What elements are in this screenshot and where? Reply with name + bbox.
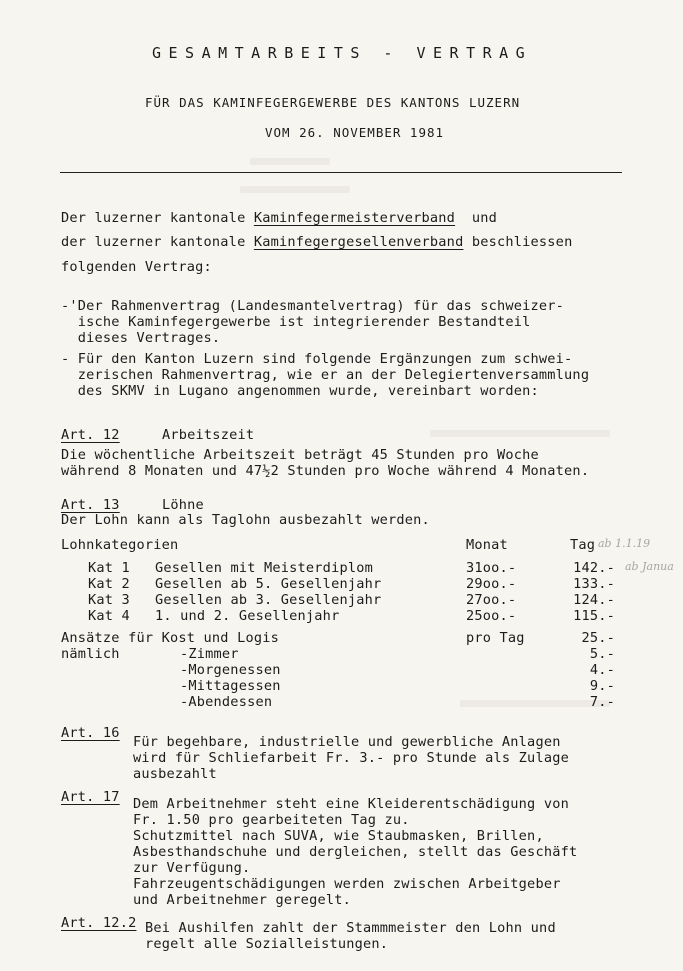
art-17-line-6: Fahrzeugentschädigungen werden zwischen Arbeitgeber	[133, 876, 561, 892]
art-16-line-3: ausbezahlt	[133, 766, 217, 782]
art-17-line-7: und Arbeitnehmer geregelt.	[133, 892, 351, 908]
wage-row-month: 31oo.-	[466, 560, 517, 576]
wage-row-kat: Kat 3	[88, 592, 130, 608]
handwritten-margin-note: ab Janua	[625, 560, 674, 573]
bullet-1-line-3: dieses Vertrages.	[61, 330, 221, 346]
bullet-2-line-1: - Für den Kanton Luzern sind folgende Ergänzungen zum schwei-	[61, 351, 573, 367]
document-subtitle: FÜR DAS KAMINFEGERGEWERBE DES KANTONS LUZERN	[145, 95, 521, 110]
art-17-line-5: zur Verfügung.	[133, 860, 251, 876]
bleed-through-mark	[430, 430, 610, 437]
art-17-label: Art. 17	[61, 789, 120, 805]
org-name-meister: Kaminfegermeisterverband	[253, 210, 456, 226]
document-title: GESAMTARBEITS - VERTRAG	[152, 44, 533, 62]
art-12-title: Arbeitszeit	[162, 427, 255, 443]
document-date: VOM 26. NOVEMBER 1981	[265, 125, 445, 140]
handwritten-margin-note: ab 1.1.19	[598, 537, 651, 550]
wage-row-day: 133.-	[573, 576, 615, 592]
art-17-line-1: Dem Arbeitnehmer steht eine Kleiderentschädigung von	[133, 796, 569, 812]
bullet-2-line-2: zerischen Rahmenvertrag, wie er an der Delegiertenversammlung	[61, 367, 590, 383]
kost-item-value: 7.-	[589, 694, 615, 710]
wage-row-day: 142.-	[573, 560, 615, 576]
intro-line-3: folgenden Vertrag:	[61, 259, 212, 275]
intro-line-2	[61, 234, 572, 250]
naemlich-label: nämlich	[61, 646, 120, 662]
bleed-through-mark	[240, 186, 350, 193]
kost-item-name: -Abendessen	[180, 694, 273, 710]
intro-text: und	[455, 210, 497, 226]
intro-text: Der luzerner kantonale	[61, 210, 254, 226]
wage-row-month: 27oo.-	[466, 592, 517, 608]
art-12-2-label: Art. 12.2	[61, 915, 137, 931]
intro-text: beschliessen	[463, 234, 573, 250]
kost-item-name: -Morgenessen	[180, 662, 281, 678]
wage-row-desc: Gesellen ab 5. Gesellenjahr	[155, 576, 382, 592]
intro-text: der luzerner kantonale	[61, 234, 254, 250]
art-13-title: Löhne	[162, 497, 204, 513]
art-12-line-1: Die wöchentliche Arbeitszeit beträgt 45 Stunden pro Woche	[61, 447, 539, 463]
kost-logis-label: Ansätze für Kost und Logis	[61, 630, 279, 646]
wage-row-desc: Gesellen ab 3. Gesellenjahr	[155, 592, 382, 608]
wage-row-kat: Kat 2	[88, 576, 130, 592]
bullet-1-line-1: -'Der Rahmenvertrag (Landesmantelvertrag) für das schweizer-	[61, 298, 565, 314]
art-17-line-4: Asbesthandschuhe und dergleichen, stellt das Geschäft	[133, 844, 578, 860]
kost-item-value: 9.-	[589, 678, 615, 694]
wage-row-month: 29oo.-	[466, 576, 517, 592]
wage-row-day: 124.-	[573, 592, 615, 608]
org-name-gesellen: Kaminfegergesellenverband	[253, 234, 464, 250]
art-12-label: Art. 12	[61, 427, 120, 443]
art-12-line-2: während 8 Monaten und 47½2 Stunden pro Woche während 4 Monaten.	[61, 463, 590, 479]
art-16-line-1: Für begehbare, industrielle und gewerbliche Anlagen	[133, 734, 561, 750]
header-divider	[60, 172, 622, 173]
art-16-label: Art. 16	[61, 725, 120, 741]
art-13-line-1: Der Lohn kann als Taglohn ausbezahlt werden.	[61, 512, 430, 528]
wage-table-header-label: Lohnkategorien	[61, 537, 179, 553]
art-17-line-2: Fr. 1.50 pro gearbeiteten Tag zu.	[133, 812, 410, 828]
wage-row-desc: 1. und 2. Gesellenjahr	[155, 608, 340, 624]
wage-row-day: 115.-	[573, 608, 615, 624]
bleed-through-mark	[250, 158, 330, 165]
kost-logis-total: 25.-	[581, 630, 615, 646]
wage-table-header-day: Tag	[570, 537, 596, 553]
wage-row-desc: Gesellen mit Meisterdiplom	[155, 560, 373, 576]
kost-item-value: 5.-	[589, 646, 615, 662]
art-13-label: Art. 13	[61, 497, 120, 513]
kost-logis-column: pro Tag	[466, 630, 525, 646]
wage-row-month: 25oo.-	[466, 608, 517, 624]
wage-table-header-month: Monat	[466, 537, 508, 553]
intro-line-1	[61, 210, 497, 226]
kost-item-name: -Zimmer	[180, 646, 239, 662]
wage-row-kat: Kat 1	[88, 560, 130, 576]
art-17-line-3: Schutzmittel nach SUVA, wie Staubmasken, Brillen,	[133, 828, 544, 844]
wage-row-kat: Kat 4	[88, 608, 130, 624]
art-16-line-2: wird für Schliefarbeit Fr. 3.- pro Stunde als Zulage	[133, 750, 569, 766]
kost-item-value: 4.-	[589, 662, 615, 678]
kost-item-name: -Mittagessen	[180, 678, 281, 694]
bullet-2-line-3: des SKMV in Lugano angenommen wurde, vereinbart worden:	[61, 383, 539, 399]
bullet-1-line-2: ische Kaminfegergewerbe ist integrierender Bestandteil	[61, 314, 531, 330]
art-12-2-line-2: regelt alle Sozialleistungen.	[145, 936, 389, 952]
art-12-2-line-1: Bei Aushilfen zahlt der Stammmeister den Lohn und	[145, 920, 556, 936]
